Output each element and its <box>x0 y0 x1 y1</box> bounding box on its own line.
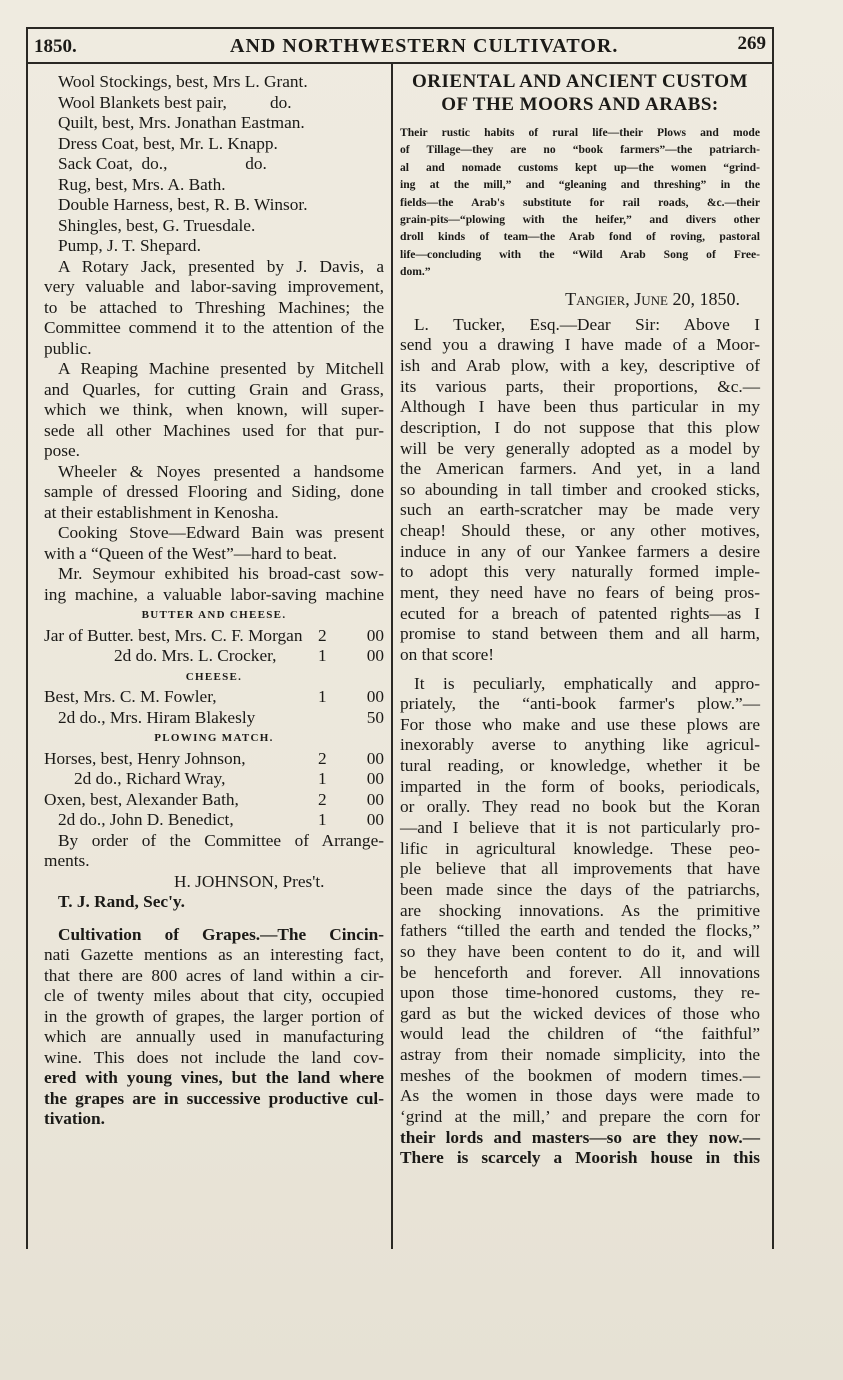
award-line: Rug, best, Mrs. A. Bath. <box>58 174 226 194</box>
rotary-line: A Rotary Jack, presented by J. Davis, a <box>58 256 384 276</box>
letter-line: gard as but the wicked devices of those who <box>400 1003 760 1023</box>
letter-line: For those who make and use these plows are <box>400 714 760 734</box>
grapes-line: tivation. <box>44 1109 105 1128</box>
letter-line: such an earth-scratcher may be made very <box>400 500 760 520</box>
grapes-line: which are annually used in manufacturing <box>44 1027 384 1046</box>
award-line: Quilt, best, Mrs. Jonathan Eastman. <box>58 113 305 132</box>
reaping-line: pose. <box>44 441 80 460</box>
top-rule <box>26 27 774 29</box>
secretary-signature: T. J. Rand, Sec'y. <box>58 892 185 911</box>
wheeler-line: Wheeler & Noyes presented a handsome <box>58 461 384 481</box>
letter-line: imparted in the form of books, periodicals, <box>400 776 760 796</box>
award-line: Dress Coat, best, Mr. L. Knapp. <box>58 133 278 153</box>
plowing-row <box>44 790 384 811</box>
letter-line: promise to stand between them and all harm, <box>400 624 760 644</box>
cooking-line: with a “Queen of the West”—hard to beat. <box>44 543 337 563</box>
left-rule <box>26 27 28 1249</box>
reaping-line: A Reaping Machine presented by Mitchell <box>58 359 384 378</box>
letter-line: It is peculiarly, emphatically and appro- <box>414 673 760 693</box>
butter-row <box>44 626 384 647</box>
row-label: Jar of Butter. best, Mrs. C. F. Morgan <box>44 625 303 645</box>
cheese-row <box>44 708 384 729</box>
row-label: Horses, best, Henry Johnson, <box>44 748 246 768</box>
row-dollars: 1 <box>318 769 327 788</box>
row-cents: 50 <box>366 707 384 727</box>
letter-line: Although I have been thus particular in my <box>400 397 760 417</box>
letter-line: or orally. They read no book but the Koran <box>400 797 760 817</box>
letter-line: upon those time-honored customs, they re- <box>400 983 760 1003</box>
wheeler-line: sample of dressed Flooring and Siding, done <box>44 482 384 501</box>
wheeler-line: at their establishment in Kenosha. <box>44 502 279 522</box>
row-cents: 00 <box>366 625 384 645</box>
order-line: ments. <box>44 851 90 870</box>
cheese-row <box>44 687 384 708</box>
letter-line: the American farmers. And yet, in a land <box>400 459 760 479</box>
row-dollars: 1 <box>318 646 327 665</box>
grapes-line: the grapes are in successive productive cul- <box>44 1088 384 1108</box>
grapes-line: wine. This does not include the land cov- <box>44 1047 384 1067</box>
dateline: Tangier, June 20, 1850. <box>565 288 740 309</box>
letter-line: its various parts, their proportions, &c.— <box>400 376 760 396</box>
summary-line: life—concluding with the “Wild Arab Song of Free- <box>400 247 760 261</box>
reaping-line: which we think, when known, will super- <box>44 400 384 419</box>
page-header <box>30 30 770 62</box>
letter-line: to adopt this very naturally formed imple- <box>400 562 760 582</box>
summary-line: dom.” <box>400 265 431 279</box>
row-cents: 00 <box>366 789 384 809</box>
president-signature: H. JOHNSON, Pres't. <box>174 871 325 891</box>
column-divider <box>391 64 393 1249</box>
row-label: 2d do., Richard Wray, <box>74 769 226 788</box>
plowing-row <box>44 749 384 770</box>
letter-line: inexorably averse to anything like agricul- <box>400 735 760 755</box>
letter-line: will be very generally adopted as a model by <box>400 438 760 458</box>
grapes-line: ered with young vines, but the land where <box>44 1068 384 1087</box>
left-column <box>44 64 384 1130</box>
letter-line: been made since the days of the patriarchs, <box>400 879 760 899</box>
row-label: Oxen, best, Alexander Bath, <box>44 789 239 809</box>
row-cents: 00 <box>366 748 384 768</box>
award-line: Pump, J. T. Shepard. <box>58 236 201 255</box>
reaping-line: sede all other Machines used for that pur- <box>44 420 384 440</box>
plowing-row <box>44 810 384 831</box>
summary-line: droll kinds of team—the Arab fond of roving, pastoral <box>400 230 760 244</box>
right-rule <box>772 27 774 1249</box>
award-line: Sack Coat, do., do. <box>58 154 267 173</box>
letter-line: fathers “tilled the earth and tended the flocks,” <box>400 921 760 941</box>
letter-line: be henceforth and forever. All innovations <box>400 962 760 982</box>
order-line: By order of the Committee of Arrange- <box>58 830 384 850</box>
letter-line: lific in agricultural knowledge. These peo- <box>400 838 760 858</box>
header-year: 1850. <box>34 36 77 57</box>
summary-line: grain-pits—“plowing with the heifer,” and divers other <box>400 213 760 227</box>
letter-line: There is scarcely a Moorish house in this <box>400 1148 760 1168</box>
cheese-heading: CHEESE. <box>185 670 243 683</box>
row-dollars: 2 <box>318 748 327 768</box>
letter-line: send you a drawing I have made of a Moor- <box>400 335 760 355</box>
letter-line: ple believe that all improvements that have <box>400 859 760 879</box>
summary-line: Their rustic habits of rural life—their Plows and mode <box>400 126 760 139</box>
row-label: Best, Mrs. C. M. Fowler, <box>44 687 217 706</box>
row-label: 2d do. Mrs. L. Crocker, <box>114 646 277 665</box>
header-title: AND NORTHWESTERN CULTIVATOR. <box>230 35 619 57</box>
summary-line: al and nomade customs kept up—the women “grind- <box>400 160 760 174</box>
header-page-number: 269 <box>737 33 766 54</box>
cooking-line: Cooking Stove—Edward Bain was present <box>58 523 384 542</box>
letter-line: are shocking innovations. As the primitive <box>400 900 760 920</box>
letter-line: description, I do not suppose that this plow <box>400 417 760 437</box>
row-cents: 00 <box>366 687 384 706</box>
letter-line: cheap! Should these, or any other motives, <box>400 521 760 541</box>
summary-line: fields—the Arab's substitute for rail roads, &c.—their <box>400 195 760 209</box>
letter-line: so they have been content to do it, and will <box>400 941 760 961</box>
butter-row <box>44 646 384 667</box>
award-line: Wool Blankets best pair, do. <box>58 92 292 112</box>
row-dollars: 2 <box>318 625 327 645</box>
butter-heading: BUTTER AND CHEESE. <box>141 609 287 621</box>
article-subtitle: OF THE MOORS AND ARABS: <box>441 94 719 115</box>
letter-line: priately, the “anti-book farmer's plow.”— <box>400 694 760 714</box>
rotary-line: public. <box>44 338 92 358</box>
grapes-line: Cultivation of Grapes.—The Cincin- <box>58 924 384 944</box>
letter-line: on that score! <box>400 644 495 664</box>
letter-line: As the women in those days were made to <box>400 1086 760 1106</box>
letter-line: ecuted for a breach of patented rights—as I <box>400 603 760 623</box>
rotary-line: Committee commend it to the attention of the <box>44 318 384 337</box>
grapes-line: that there are 800 acres of land within a cir- <box>44 965 384 985</box>
award-line: Double Harness, best, R. B. Winsor. <box>58 195 308 214</box>
letter-line: —and I believe that it is not particularly pro- <box>400 818 760 838</box>
row-dollars: 2 <box>318 789 327 809</box>
seymour-line: ing machine, a valuable labor-saving machine <box>44 584 384 604</box>
letter-line: ‘grind at the mill,’ and prepare the corn for <box>400 1107 760 1126</box>
row-cents: 00 <box>366 810 384 829</box>
rotary-line: very valuable and labor-saving improvement, <box>44 277 384 296</box>
row-cents: 00 <box>366 769 384 788</box>
letter-line: tural reading, or knowledge, whether it be <box>400 756 760 776</box>
award-line: Wool Stockings, best, Mrs L. Grant. <box>58 72 308 91</box>
letter-line: ish and Arab plow, with a key, descriptive of <box>400 355 760 375</box>
award-line: Shingles, best, G. Truesdale. <box>58 215 256 235</box>
letter-line: induce in any of our Yankee farmers a desire <box>400 541 760 561</box>
reaping-line: and Quarles, for cutting Grain and Grass, <box>44 379 384 399</box>
seymour-line: Mr. Seymour exhibited his broad-cast sow- <box>58 564 384 583</box>
letter-line: ment, they need have no fears of being pros- <box>400 582 760 602</box>
letter-line: meshes of the bookmen of modern times.— <box>400 1065 760 1085</box>
row-dollars: 1 <box>318 810 327 829</box>
row-label: 2d do., John D. Benedict, <box>58 810 234 829</box>
letter-line: L. Tucker, Esq.—Dear Sir: Above I <box>414 314 760 334</box>
article-title: ORIENTAL AND ANCIENT CUSTOM <box>411 71 749 92</box>
grapes-line: nati Gazette mentions as an interesting fact, <box>44 945 384 964</box>
grapes-line: in the growth of grapes, the larger portion of <box>44 1006 384 1026</box>
letter-line: so abounding in tall timber and crooked sticks, <box>400 479 760 499</box>
plowing-row <box>44 769 384 790</box>
letter-line: astray from their nomade simplicity, into the <box>400 1045 760 1065</box>
row-cents: 00 <box>366 646 384 665</box>
summary-line: of Tillage—they are no “book farmers”—the patriarch- <box>400 143 760 157</box>
row-label: 2d do., Mrs. Hiram Blakesly <box>58 707 256 727</box>
right-column <box>400 64 760 1169</box>
grapes-line: cle of twenty miles about that city, occupied <box>44 986 384 1005</box>
plowing-heading: PLOWING MATCH. <box>154 732 274 744</box>
row-dollars: 1 <box>318 687 327 706</box>
summary-line: ing at the mill,” and “gleaning and threshing” in the <box>400 178 760 192</box>
letter-line: their lords and masters—so are they now.— <box>400 1127 760 1147</box>
rotary-line: to be attached to Threshing Machines; the <box>44 297 384 317</box>
letter-line: would lead the children of “the faithful” <box>400 1024 760 1044</box>
